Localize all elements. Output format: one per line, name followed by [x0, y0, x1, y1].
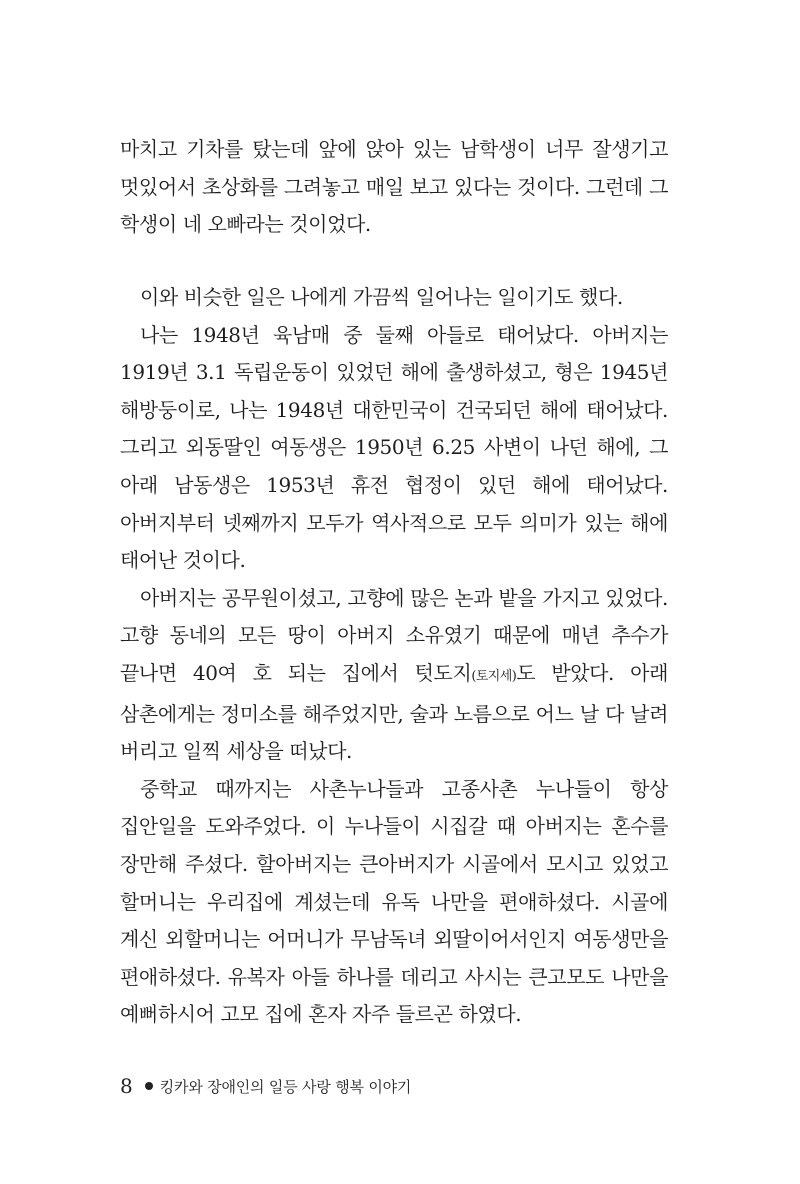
bullet-icon	[145, 1082, 153, 1090]
paragraph-1: 이와 비슷한 일은 나에게 가끔씩 일어나는 일이기도 했다.	[140, 285, 623, 309]
paragraph-3-after: 도 받았다. 아래 삼촌에게는 정미소를 해주었지만, 술과 노름으로 어느 날 다 날려 버리고 일찍 세상을 떠났다.	[120, 660, 668, 764]
book-title: 킹카와 장애인의 일등 사랑 행복 이야기	[159, 1077, 412, 1096]
paragraph-3-before: 아버지는 공무원이셨고, 고향에 많은 논과 밭을 가지고 있었다. 고향 동네의 모든 땅이 아버지 소유였기 때문에 매년 추수가 끝나면 40여 호 되는 집에서 텃도지	[120, 585, 668, 685]
paragraph-3-note: (토지세)	[471, 668, 517, 684]
text-block-main	[120, 279, 668, 1034]
text-block-continuation	[120, 131, 668, 244]
page-footer	[120, 1074, 411, 1098]
paragraph-4: 중학교 때까지는 사촌누나들과 고종사촌 누나들이 항상 집안일을 도와주었다. 이 누나들이 시집갈 때 아버지는 혼수를 장만해 주셨다. 할아버지는 큰아버지가 시골에서 모시고 있었고 할머니는 우리집에 계셨는데 유독 나만을 편애하셨다. 시골에 계신 외할머니는 어머니가 무남독녀 외딸이어서인지 여동생만을 편애하셨다. 유복자 아들 하나를 데리고 사시는 큰고모도 나만을 예뻐하시어 고모 집에 혼자 자주 들르곤 하였다.	[120, 776, 668, 1027]
paragraph-3	[120, 580, 668, 771]
page-number: 8	[120, 1074, 133, 1098]
paragraph-continuation: 마치고 기차를 탔는데 앞에 앉아 있는 남학생이 너무 잘생기고 멋있어서 초상화를 그려놓고 매일 보고 있다는 것이다. 그런데 그 학생이 네 오빠라는 것이었다.	[120, 137, 668, 237]
paragraph-2: 나는 1948년 육남매 중 둘째 아들로 태어났다. 아버지는 1919년 3.1 독립운동이 있었던 해에 출생하셨고, 형은 1945년 해방둥이로, 나는 1948년 대한민국이 건국되던 해에 태어났다. 그리고 외동딸인 여동생은 1950년 6.25 사변이 나던 해에, 그 아래 남동생은 1953년 휴전 협정이 있던 해에 태어났다. 아버지부터 넷째까지 모두가 역사적으로 모두 의미가 있는 해에 태어난 것이다.	[120, 322, 668, 573]
